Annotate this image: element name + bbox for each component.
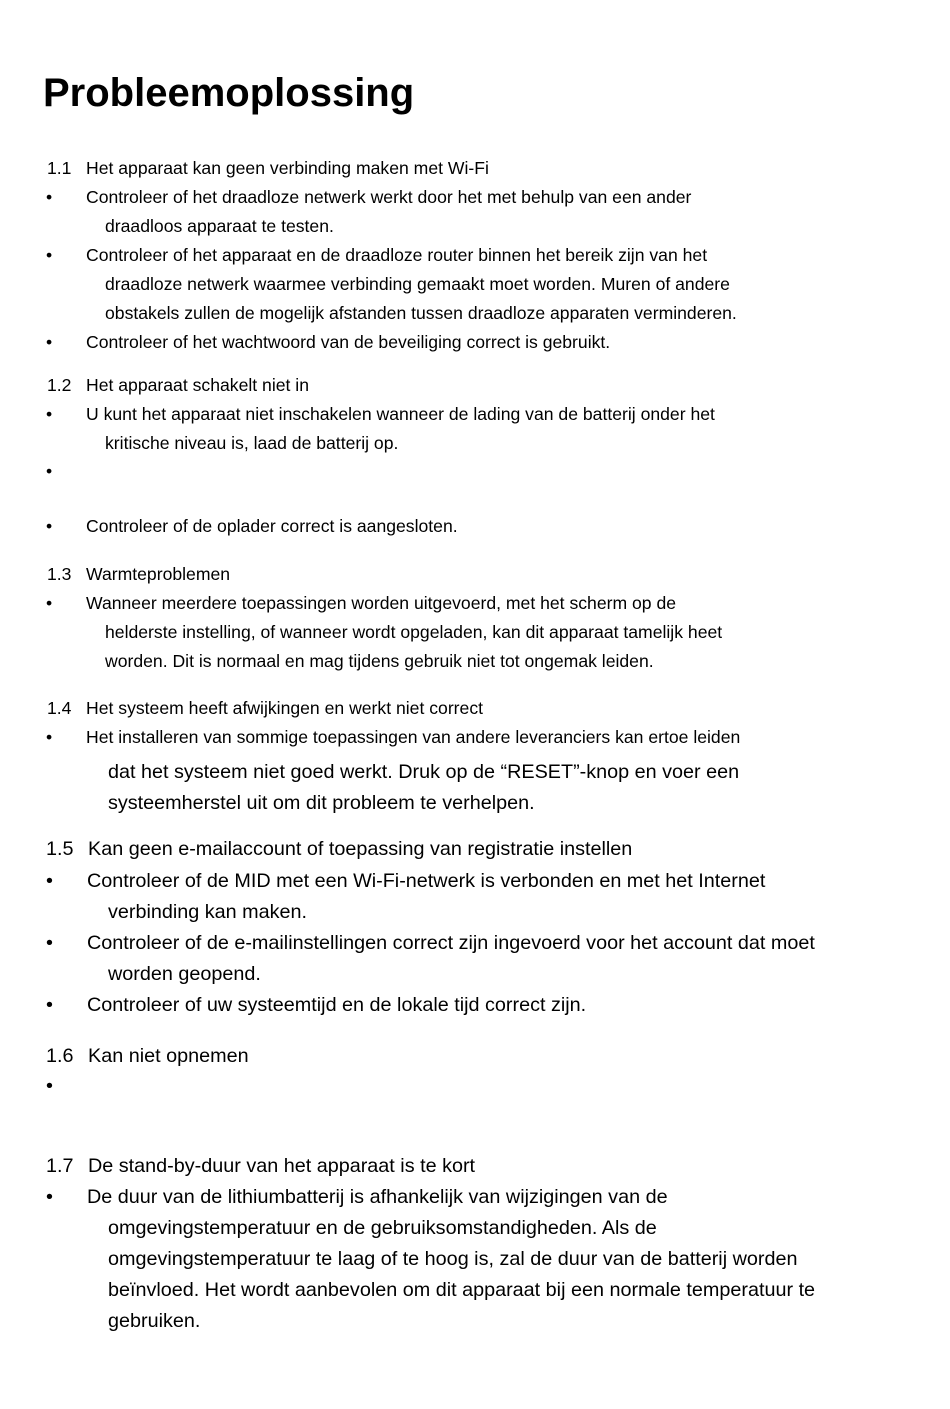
list-item-line: worden geopend. — [108, 963, 261, 985]
section-number: 1.7 — [46, 1155, 74, 1177]
list-item-line: Wanneer meerdere toepassingen worden uitgevoerd, met het scherm op de — [86, 593, 677, 613]
list-item-line: omgevingstemperatuur te laag of te hoog is, zal de duur van de batterij worden — [108, 1248, 798, 1270]
section-heading-text: Kan geen e-mailaccount of toepassing van registratie instellen — [88, 838, 633, 860]
list-item-text: Het installeren van sommige toepassingen van andere leveranciers kan ertoe leiden — [86, 727, 741, 747]
list-item-text: Controleer of het wachtwoord van de beveiliging correct is gebruikt. — [86, 332, 611, 352]
list-item-text — [86, 183, 691, 241]
list-item-line: helderste instelling, of wanneer wordt opgeladen, kan dit apparaat tamelijk heet — [105, 622, 723, 642]
list-item-text — [86, 400, 715, 458]
bullet-marker: • — [46, 932, 53, 954]
list-item-text — [87, 1182, 815, 1337]
bullet-marker: • — [46, 516, 53, 536]
section-number: 1.4 — [47, 698, 72, 718]
list-item-text: Controleer of de oplader correct is aangesloten. — [86, 516, 458, 536]
list-item-line: Controleer of het draadloze netwerk werkt door het met behulp van een ander — [86, 187, 692, 207]
section-heading-text: De stand-by-duur van het apparaat is te kort — [88, 1155, 476, 1177]
bullet-marker: • — [46, 593, 53, 613]
section-number: 1.6 — [46, 1045, 74, 1067]
section-number: 1.1 — [47, 158, 72, 178]
list-item-line: draadloze netwerk waarmee verbinding gemaakt moet worden. Muren of andere — [105, 274, 730, 294]
section-number: 1.3 — [47, 564, 72, 584]
bullet-marker: • — [46, 245, 53, 265]
list-item-line: Controleer of de MID met een Wi-Fi-netwerk is verbonden en met het Internet — [87, 870, 766, 892]
page-title: Probleemoplossing — [43, 71, 415, 115]
list-item-text — [87, 866, 765, 928]
list-item-text — [87, 928, 815, 990]
list-item-line: omgevingstemperatuur en de gebruiksomstandigheden. Als de — [108, 1217, 657, 1239]
list-item-text — [86, 241, 737, 328]
list-item-text — [86, 589, 722, 676]
list-item-line: U kunt het apparaat niet inschakelen wanneer de lading van de batterij onder het — [86, 404, 715, 424]
section-number: 1.5 — [46, 838, 74, 860]
section-number: 1.2 — [47, 375, 72, 395]
bullet-marker: • — [46, 727, 53, 747]
section-heading-text: Het systeem heeft afwijkingen en werkt niet correct — [86, 698, 484, 718]
list-item-text: Controleer of uw systeemtijd en de lokale tijd correct zijn. — [87, 994, 587, 1016]
bullet-marker: • — [46, 332, 53, 352]
list-item-line: beïnvloed. Het wordt aanbevolen om dit apparaat bij een normale temperatuur te — [108, 1279, 816, 1301]
list-item-line: worden. Dit is normaal en mag tijdens gebruik niet tot ongemak leiden. — [105, 651, 654, 671]
list-item-line: kritische niveau is, laad de batterij op. — [105, 433, 399, 453]
bullet-marker: • — [46, 1075, 53, 1097]
list-item-line: Controleer of de e-mailinstellingen correct zijn ingevoerd voor het account dat moet — [87, 932, 815, 954]
list-item-line: obstakels zullen de mogelijk afstanden tussen draadloze apparaten verminderen. — [105, 303, 737, 323]
bullet-marker: • — [46, 187, 53, 207]
bullet-marker: • — [46, 994, 53, 1016]
list-item-line: draadloos apparaat te testen. — [105, 216, 334, 236]
bullet-marker: • — [46, 404, 53, 424]
section-heading-text: Het apparaat schakelt niet in — [86, 375, 309, 395]
section-heading-text: Warmteproblemen — [86, 564, 231, 584]
bullet-marker: • — [46, 461, 53, 481]
bullet-marker: • — [46, 1186, 53, 1208]
section-heading-text: Kan niet opnemen — [88, 1045, 249, 1067]
list-item-line: gebruiken. — [108, 1310, 201, 1332]
section-heading-text: Het apparaat kan geen verbinding maken met Wi-Fi — [86, 158, 489, 178]
bullet-marker: • — [46, 870, 53, 892]
list-item-line: De duur van de lithiumbatterij is afhankelijk van wijzigingen van de — [87, 1186, 668, 1208]
list-item-line: Controleer of het apparaat en de draadloze router binnen het bereik zijn van het — [86, 245, 708, 265]
list-item-line: verbinding kan maken. — [108, 901, 308, 923]
list-item-text: dat het systeem niet goed werkt. Druk op de “RESET”-knop en voer een systeemherstel uit om dit probleem te verhelpen. — [108, 761, 740, 814]
